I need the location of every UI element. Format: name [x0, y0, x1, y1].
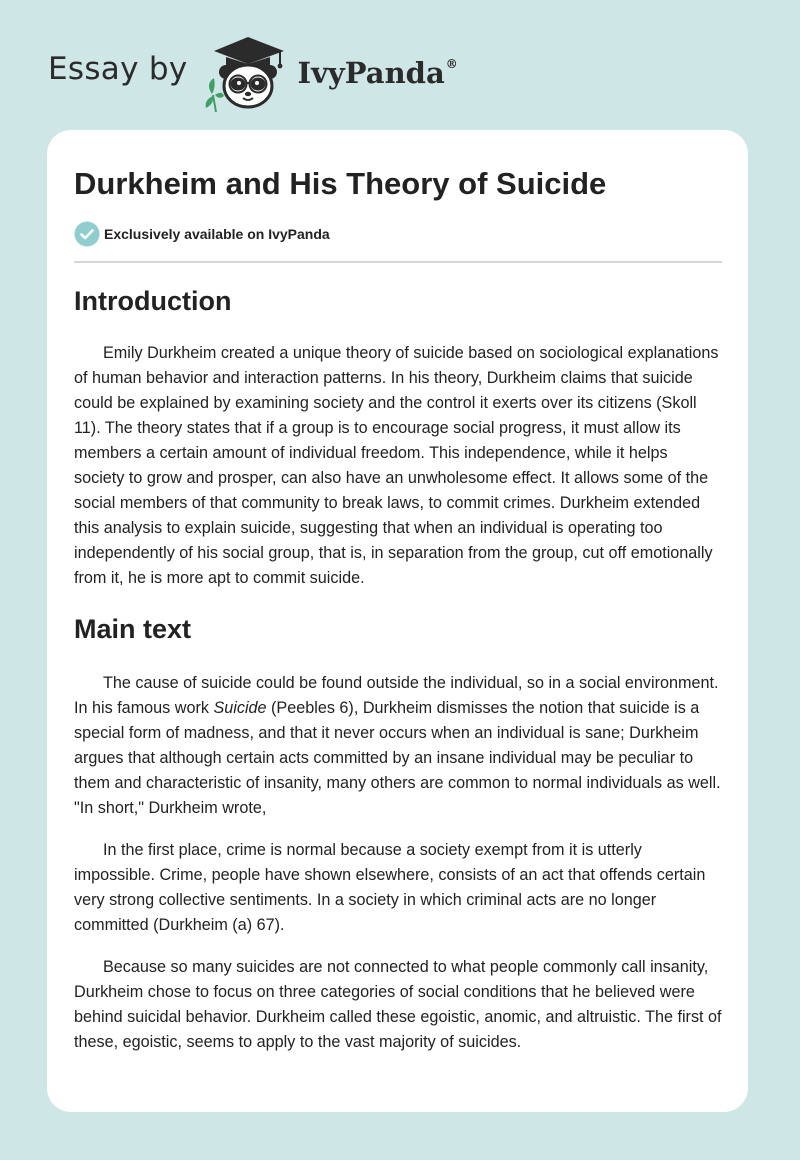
exclusive-badge	[74, 221, 330, 247]
section-heading-introduction: Introduction	[74, 286, 232, 316]
site-header	[48, 34, 458, 114]
paragraph-text: The cause of suicide could be found outside the individual, so in a social environment. In his famous work	[74, 674, 719, 717]
essay-card	[47, 130, 748, 1112]
block-quote: In the first place, crime is normal because a society exempt from it is utterly impossible. Crime, people have shown elsewhere, consists of an act that offends certain very strong collective sentiments. In a society in which criminal acts are no longer committed (Durkheim (a) 67).	[74, 841, 706, 934]
brand-prefix: Essay by	[48, 51, 188, 87]
exclusive-badge-label: Exclusively available on IvyPanda	[104, 226, 330, 242]
panda-graduate-logo-icon[interactable]	[202, 34, 294, 114]
paragraph-text: (Peebles 6), Durkheim dismisses the notion that suicide is a special form of madness, and that it never occurs when an individual is sane; Durkheim argues that although certain acts committed by an insane individual may be peculiar to them and characteristic of insanity, many others are common to normal individuals as well. "In short," Durkheim wrote,	[74, 699, 721, 817]
section-heading-main-text: Main text	[74, 614, 192, 644]
brand-name[interactable]	[298, 56, 458, 90]
trademark-symbol: ®	[445, 57, 458, 72]
page-title: Durkheim and His Theory of Suicide	[74, 166, 607, 201]
check-circle-icon	[74, 221, 100, 247]
brand-name-text[interactable]: IvyPanda	[297, 56, 445, 90]
main-text-paragraph-2: Because so many suicides are not connected to what people commonly call insanity, Durkheim chose to focus on three categories of social conditions that he believed were behind suicidal behavior. Durkheim called these egoistic, anomic, and altruistic. The first of these, egoistic, seems to apply to the vast majority of suicides.	[74, 958, 722, 1051]
book-title-suicide: Suicide	[213, 699, 267, 717]
essay-body	[74, 280, 722, 1055]
introduction-paragraph: Emily Durkheim created a unique theory of suicide based on sociological explanations of human behavior and interaction patterns. In his theory, Durkheim claims that suicide could be explained by examining society and the control it exerts over its citizens (Skoll 11). The theory states that if a group is to encourage social progress, it must allow its members a certain amount of individual freedom. This independence, while it helps society to grow and prosper, can also have an unwholesome effect. It allows some of the social members of that community to break laws, to commit crimes. Durkheim extended this analysis to explain suicide, suggesting that when an individual is operating too independently of his social group, that is, in separation from the group, cut off emotionally from it, he is more apt to commit suicide.	[74, 344, 719, 587]
title-divider	[74, 261, 722, 263]
main-text-paragraph-1	[74, 671, 722, 821]
